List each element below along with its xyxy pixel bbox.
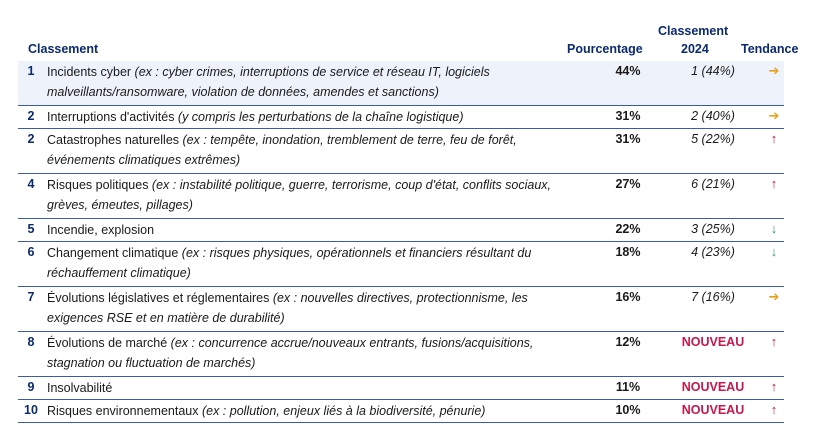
row-previous-rank: 3 (25%) xyxy=(691,222,735,236)
row-rank: 5 xyxy=(27,222,35,236)
table-row xyxy=(18,129,784,173)
row-rank: 2 xyxy=(27,132,35,146)
row-description xyxy=(47,243,552,283)
row-previous-rank: 6 (21%) xyxy=(691,177,735,191)
row-previous-rank: 5 (22%) xyxy=(691,132,735,146)
arrow-up-icon: ↑ xyxy=(770,176,778,191)
row-new-badge: NOUVEAU xyxy=(681,380,745,394)
header-prev-label-line2: 2024 xyxy=(681,42,709,56)
row-rank: 6 xyxy=(27,245,35,259)
row-detail: (ex : tempête, inondation, tremblement de terre, feu de forêt, événements climatiques extrêmes) xyxy=(47,133,517,167)
row-percentage: 11% xyxy=(615,380,641,394)
arrow-up-icon: ↑ xyxy=(770,379,778,394)
row-rank: 4 xyxy=(27,177,35,191)
row-rank: 9 xyxy=(27,380,35,394)
table-row xyxy=(18,61,784,105)
table-row xyxy=(18,400,784,422)
row-previous-rank: 1 (44%) xyxy=(691,64,735,78)
row-description xyxy=(47,220,552,240)
row-description xyxy=(47,378,552,398)
row-rank: 8 xyxy=(27,335,35,349)
row-detail: (ex : cyber crimes, interruptions de service et réseau IT, logiciels malveillants/ransomware, violation de données, amendes et sanctions) xyxy=(47,65,490,99)
arrow-up-icon: ↑ xyxy=(770,131,778,146)
row-percentage: 12% xyxy=(615,335,641,349)
row-title: Changement climatique xyxy=(47,246,179,260)
row-description xyxy=(47,175,552,215)
row-detail: (ex : nouvelles directives, protectionnisme, les exigences RSE et en matière de durabilité) xyxy=(47,291,528,325)
row-percentage: 10% xyxy=(615,403,641,417)
header-trend-label: Tendance xyxy=(741,42,799,56)
row-title: Insolvabilité xyxy=(47,381,113,395)
row-detail: (y compris les perturbations de la chaîne logistique) xyxy=(174,110,464,124)
table-row xyxy=(18,106,784,128)
arrow-right-icon: ➔ xyxy=(768,63,780,78)
arrow-down-icon: ↓ xyxy=(770,244,778,259)
row-new-badge: NOUVEAU xyxy=(681,335,745,349)
table-row xyxy=(18,377,784,399)
row-percentage: 31% xyxy=(615,132,641,146)
row-detail: (ex : risques physiques, opérationnels et financiers résultant du réchauffement climatique) xyxy=(47,246,532,280)
row-detail: (ex : instabilité politique, guerre, terrorisme, coup d'état, conflits sociaux, grèves, émeutes, pillages) xyxy=(47,178,552,212)
row-title: Évolutions législatives et réglementaires xyxy=(47,291,270,305)
arrow-down-icon: ↓ xyxy=(770,221,778,236)
row-description xyxy=(47,107,552,127)
row-new-badge: NOUVEAU xyxy=(681,403,745,417)
arrow-up-icon: ↑ xyxy=(770,334,778,349)
row-percentage: 18% xyxy=(615,245,641,259)
arrow-up-icon: ↑ xyxy=(770,402,778,417)
row-percentage: 16% xyxy=(615,290,641,304)
table-row xyxy=(18,332,784,376)
row-previous-rank: 7 (16%) xyxy=(691,290,735,304)
row-rank: 7 xyxy=(27,290,35,304)
row-description xyxy=(47,130,552,170)
header-rank-label: Classement xyxy=(28,42,99,56)
row-title: Catastrophes naturelles xyxy=(47,133,180,147)
table-row xyxy=(18,174,784,218)
row-detail: (ex : pollution, enjeux liés à la biodiversité, pénurie) xyxy=(198,404,486,418)
row-percentage: 31% xyxy=(615,109,641,123)
row-title: Risques environnementaux xyxy=(47,404,199,418)
row-title: Évolutions de marché xyxy=(47,336,168,350)
row-description xyxy=(47,62,552,102)
row-percentage: 22% xyxy=(615,222,641,236)
row-percentage: 27% xyxy=(615,177,641,191)
row-previous-rank: 2 (40%) xyxy=(691,109,735,123)
table-row xyxy=(18,219,784,241)
arrow-right-icon: ➔ xyxy=(768,108,780,123)
row-title: Incendie, explosion xyxy=(47,223,155,237)
header-pct-label: Pourcentage xyxy=(567,42,643,56)
row-detail: (ex : concurrence accrue/nouveaux entrants, fusions/acquisitions, stagnation ou fluctuation de marchés) xyxy=(47,336,534,370)
row-description xyxy=(47,401,552,421)
row-divider xyxy=(18,422,784,423)
row-rank: 10 xyxy=(24,403,38,417)
row-title: Risques politiques xyxy=(47,178,149,192)
header-prev-label-line1: Classement xyxy=(658,24,729,38)
row-title: Interruptions d'activités xyxy=(47,110,175,124)
row-description xyxy=(47,288,552,328)
row-rank: 2 xyxy=(27,109,35,123)
row-rank: 1 xyxy=(27,64,35,78)
row-percentage: 44% xyxy=(615,64,641,78)
row-description xyxy=(47,333,552,373)
table-row xyxy=(18,242,784,286)
arrow-right-icon: ➔ xyxy=(768,289,780,304)
row-previous-rank: 4 (23%) xyxy=(691,245,735,259)
row-title: Incidents cyber xyxy=(47,65,132,79)
table-row xyxy=(18,287,784,331)
